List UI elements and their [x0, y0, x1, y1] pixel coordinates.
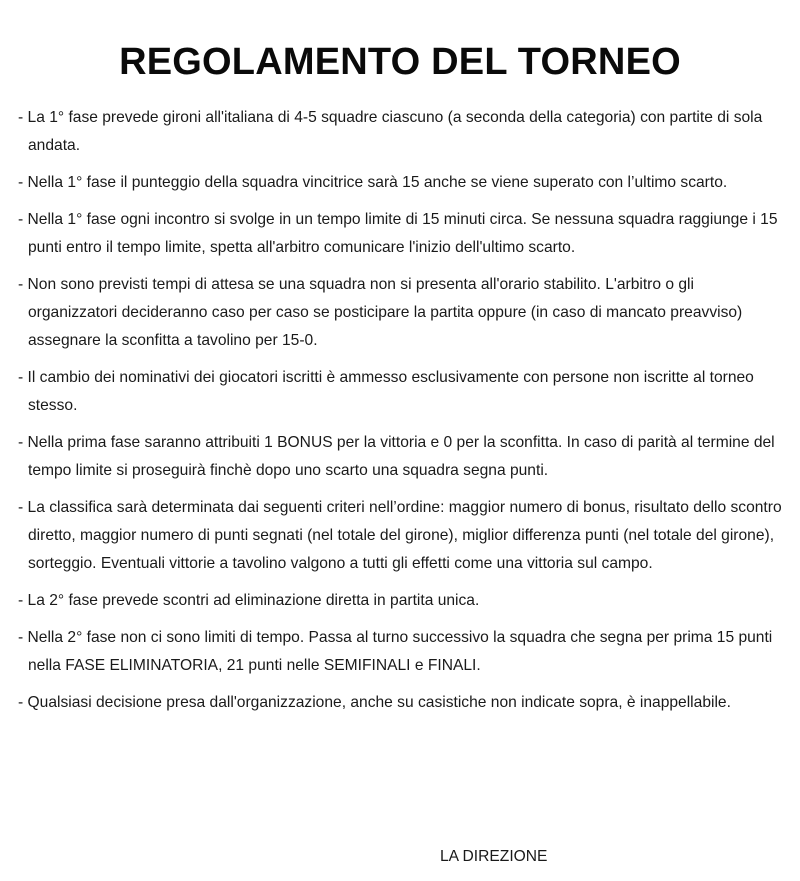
rule-item: - La 1° fase prevede gironi all'italiana di 4-5 squadre ciascuno (a seconda della categoria) con partite di sola andata.: [18, 109, 763, 154]
rule-item: - La classifica sarà determinata dai seguenti criteri nell’ordine: maggior numero di bonus, risultato dello scontro diretto, maggior numero di punti segnati (nel totale del girone), miglior differenza punti (nel totale del girone), sorteggio. Eventuali vittorie a tavolino valgono a tutti gli effetti come una vittoria sul campo.: [18, 499, 782, 572]
rule-item: - Non sono previsti tempi di attesa se una squadra non si presenta all'orario stabilito. L'arbitro o gli organizzatori decideranno caso per caso se posticipare la partita oppure (in caso di mancato preavviso) assegnare la sconfitta a tavolino per 15-0.: [18, 276, 743, 349]
document-title: REGOLAMENTO DEL TORNEO: [119, 41, 681, 84]
rule-item: - La 2° fase prevede scontri ad eliminazione diretta in partita unica.: [18, 592, 480, 609]
rule-item: - Il cambio dei nominativi dei giocatori iscritti è ammesso esclusivamente con persone non iscritte al torneo stesso.: [18, 369, 754, 414]
rules-list: [18, 104, 784, 726]
rule-item: - Qualsiasi decisione presa dall'organizzazione, anche su casistiche non indicate sopra, è inappellabile.: [18, 694, 731, 711]
rule-item: - Nella 2° fase non ci sono limiti di tempo. Passa al turno successivo la squadra che segna per prima 15 punti nella FASE ELIMINATORIA, 21 punti nelle SEMIFINALI e FINALI.: [18, 629, 773, 674]
rule-item: - Nella prima fase saranno attribuiti 1 BONUS per la vittoria e 0 per la sconfitta. In caso di parità al termine del tempo limite si proseguirà finchè dopo uno scarto una squadra segna punti.: [18, 434, 775, 479]
rule-item: - Nella 1° fase il punteggio della squadra vincitrice sarà 15 anche se viene superato con l’ultimo scarto.: [18, 174, 728, 191]
rule-item: - Nella 1° fase ogni incontro si svolge in un tempo limite di 15 minuti circa. Se nessuna squadra raggiunge i 15 punti entro il tempo limite, spetta all'arbitro comunicare l'inizio dell'ultimo scarto.: [18, 211, 778, 256]
signature: LA DIREZIONE: [440, 848, 548, 865]
